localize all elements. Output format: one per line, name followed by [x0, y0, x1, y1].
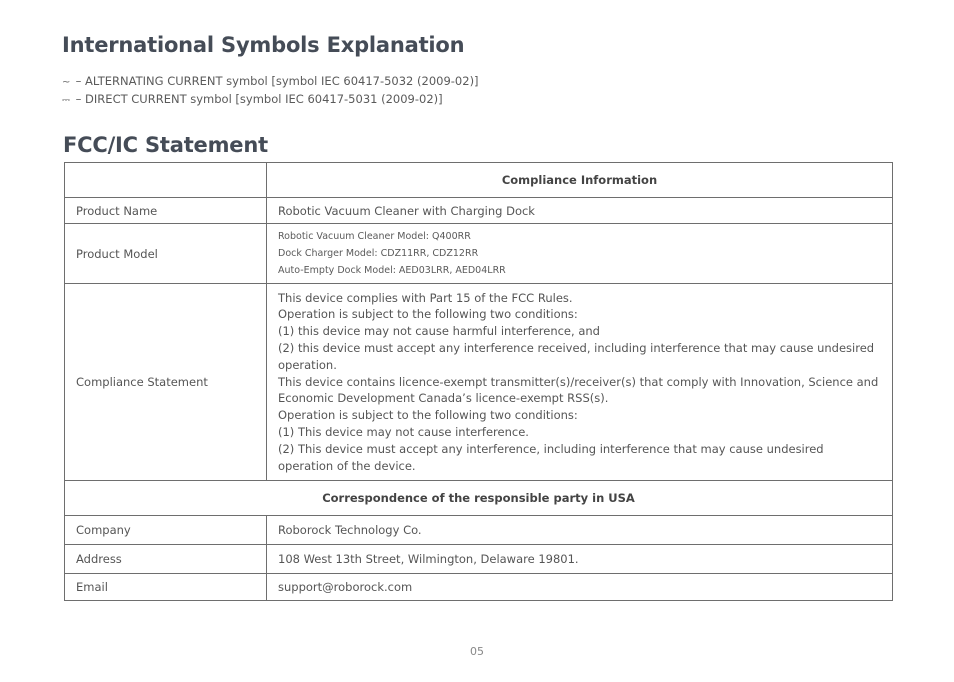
section-title: FCC/IC Statement [63, 133, 268, 157]
statement-line: (2) this device must accept any interference received, including interference that may cause undesired operation. [278, 341, 875, 372]
symbol-ac-text: – ALTERNATING CURRENT symbol [symbol IEC 60417-5032 (2009-02)] [72, 74, 479, 88]
fcc-table [64, 162, 893, 601]
statement-line: (1) this device may not cause harmful interference, and [278, 324, 600, 339]
table-row [65, 198, 893, 224]
table-header-row [65, 481, 893, 516]
product-name-value: Robotic Vacuum Cleaner with Charging Dock [267, 198, 893, 224]
symbol-dc [62, 91, 479, 109]
symbol-ac [62, 73, 479, 91]
symbols-list [62, 73, 479, 109]
statement-line: (2) This device must accept any interference, including interference that may cause undesired operation of the device. [278, 441, 824, 473]
symbol-dc-text: – DIRECT CURRENT symbol [symbol IEC 60417-5031 (2009-02)] [72, 92, 443, 106]
model-line: Robotic Vacuum Cleaner Model: Q400RR [278, 231, 471, 242]
address-label: Address [65, 545, 267, 574]
product-model-value [267, 224, 893, 284]
company-label: Company [65, 516, 267, 545]
alternating-current-icon: ~ [62, 77, 71, 88]
table-row [65, 545, 893, 574]
responsible-party-header: Correspondence of the responsible party in USA [65, 481, 893, 516]
email-value: support@roborock.com [267, 574, 893, 601]
compliance-info-header: Compliance Information [267, 163, 893, 198]
statement-line: This device contains licence-exempt transmitter(s)/receiver(s) that comply with Innovation, Science and Economic Development Canada’s licence-exempt RSS(s). [278, 374, 879, 406]
table-header-row [65, 163, 893, 198]
compliance-statement-label: Compliance Statement [65, 284, 267, 481]
email-label: Email [65, 574, 267, 601]
table-row [65, 284, 893, 481]
statement-line: Operation is subject to the following two conditions: [278, 408, 578, 423]
address-value: 108 West 13th Street, Wilmington, Delaware 19801. [267, 545, 893, 574]
model-line: Auto-Empty Dock Model: AED03LRR, AED04LRR [278, 265, 506, 276]
product-name-label: Product Name [65, 198, 267, 224]
statement-line: This device complies with Part 15 of the FCC Rules. [278, 290, 573, 305]
product-model-label: Product Model [65, 224, 267, 284]
table-row [65, 574, 893, 601]
header-empty-cell [65, 163, 267, 198]
page-title: International Symbols Explanation [62, 33, 465, 57]
statement-line: (1) This device may not cause interference. [278, 424, 529, 439]
table-row [65, 224, 893, 284]
compliance-statement-value [267, 284, 893, 481]
table-row [65, 516, 893, 545]
statement-line: Operation is subject to the following two conditions: [278, 307, 578, 322]
model-line: Dock Charger Model: CDZ11RR, CDZ12RR [278, 248, 479, 259]
page-number: 05 [470, 645, 484, 658]
direct-current-icon: ⎓ [62, 95, 70, 106]
company-value: Roborock Technology Co. [267, 516, 893, 545]
